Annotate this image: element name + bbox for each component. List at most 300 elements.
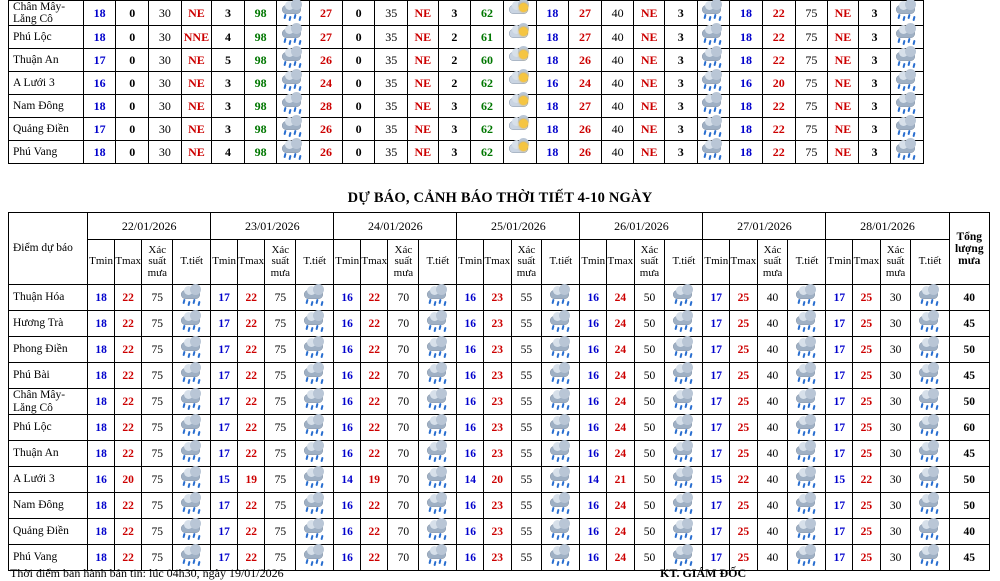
tmin-cell: 16 xyxy=(580,415,607,441)
value-cell: 18 xyxy=(536,26,569,49)
weather-icon-rain xyxy=(179,497,205,515)
tmax-cell: 22 xyxy=(237,337,264,363)
tmin-cell: 18 xyxy=(88,441,115,467)
location-cell: Nam Đông xyxy=(9,95,84,118)
weather-icon-cell xyxy=(665,311,703,337)
tmin-cell: 18 xyxy=(88,545,115,571)
weather-icon-rain xyxy=(671,341,697,359)
weather-icon-rain xyxy=(794,393,820,411)
tmin-cell: 17 xyxy=(211,519,238,545)
weather-icon-rain xyxy=(794,471,820,489)
tmax-cell: 22 xyxy=(114,363,141,389)
weather-icon-cell xyxy=(788,311,826,337)
weather-icon-cell xyxy=(911,363,949,389)
rain-probability-cell: 55 xyxy=(511,311,542,337)
weather-icon-rain xyxy=(280,51,306,69)
weather-icon-cell xyxy=(277,1,310,26)
location-cell: Hương Trà xyxy=(9,311,88,337)
value-cell: 24 xyxy=(310,72,343,95)
tmax-cell: 25 xyxy=(853,441,880,467)
weather-icon-rain xyxy=(671,497,697,515)
value-cell: 3 xyxy=(858,95,891,118)
issue-time-note: Thời điểm ban hành bản tin: lúc 04h30, ngày 19/01/2026 xyxy=(10,566,284,580)
tmax-cell: 24 xyxy=(607,441,634,467)
value-cell: 18 xyxy=(536,1,569,26)
rain-probability-cell: 75 xyxy=(265,389,296,415)
tmin-cell: 18 xyxy=(88,363,115,389)
tmin-cell: 16 xyxy=(334,415,361,441)
weather-icon-cell xyxy=(277,118,310,141)
value-cell: 75 xyxy=(795,95,828,118)
rain-probability-cell: 40 xyxy=(757,363,788,389)
rain-probability-cell: 30 xyxy=(880,467,911,493)
rain-probability-cell: 30 xyxy=(880,337,911,363)
weather-icon-cell xyxy=(277,141,310,164)
weather-icon-rain xyxy=(671,445,697,463)
weather-icon-cell xyxy=(665,415,703,441)
weather-icon-rain xyxy=(917,393,943,411)
signature-header: KT. GIÁM ĐỐC xyxy=(660,566,747,580)
tmax-cell: 22 xyxy=(361,337,388,363)
value-cell: 40 xyxy=(601,72,634,95)
tmax-cell: 25 xyxy=(853,415,880,441)
tmin-cell: 17 xyxy=(703,363,730,389)
table-row xyxy=(9,441,990,467)
weather-icon-cell xyxy=(277,26,310,49)
value-cell: 0 xyxy=(342,95,375,118)
weather-icon-sunny-cloud xyxy=(507,97,533,115)
value-cell: 27 xyxy=(310,1,343,26)
wind-direction-cell: NE xyxy=(828,26,859,49)
header-weather-6: T.tiết xyxy=(911,240,949,285)
weather-icon-rain xyxy=(425,471,451,489)
tmin-cell: 17 xyxy=(826,441,853,467)
value-cell: 0 xyxy=(342,72,375,95)
table-row xyxy=(9,363,990,389)
value-cell: 30 xyxy=(149,141,182,164)
tmin-cell: 15 xyxy=(703,467,730,493)
header-date-4: 26/01/2026 xyxy=(580,213,703,240)
weather-icon-rain xyxy=(548,523,574,541)
weather-icon-cell xyxy=(788,415,826,441)
tmax-cell: 25 xyxy=(730,389,757,415)
weather-icon-cell xyxy=(173,493,211,519)
tmin-cell: 17 xyxy=(211,389,238,415)
rain-probability-cell: 75 xyxy=(142,545,173,571)
value-cell: 18 xyxy=(83,26,116,49)
wind-direction-cell: NE xyxy=(828,141,859,164)
rain-probability-cell: 55 xyxy=(511,285,542,311)
weather-icon-cell xyxy=(296,311,334,337)
rain-probability-cell: 50 xyxy=(634,285,665,311)
value-cell: 30 xyxy=(149,49,182,72)
rain-probability-cell: 75 xyxy=(265,467,296,493)
weather-icon-cell xyxy=(503,26,536,49)
value-cell: 3 xyxy=(664,95,697,118)
table-row xyxy=(9,141,924,164)
location-cell: Nam Đông xyxy=(9,493,88,519)
rain-probability-cell: 75 xyxy=(265,311,296,337)
weather-icon-rain xyxy=(894,4,920,22)
rain-probability-cell: 50 xyxy=(634,519,665,545)
wind-direction-cell: NE xyxy=(408,72,439,95)
weather-icon-rain xyxy=(302,549,328,567)
value-cell: 18 xyxy=(730,118,763,141)
weather-icon-rain xyxy=(794,341,820,359)
tmax-cell: 24 xyxy=(607,415,634,441)
header-weather-3: T.tiết xyxy=(542,240,580,285)
rain-probability-cell: 30 xyxy=(880,441,911,467)
tmin-cell: 18 xyxy=(88,493,115,519)
rain-probability-cell: 55 xyxy=(511,441,542,467)
rain-probability-cell: 50 xyxy=(634,389,665,415)
weather-icon-cell xyxy=(788,389,826,415)
weather-icon-rain xyxy=(302,289,328,307)
weather-icon-rain xyxy=(548,419,574,437)
weather-icon-cell xyxy=(173,311,211,337)
tmin-cell: 16 xyxy=(580,545,607,571)
weather-icon-rain xyxy=(548,393,574,411)
header-tmax-5: Tmax xyxy=(730,240,757,285)
weather-icon-rain xyxy=(548,289,574,307)
weather-icon-rain xyxy=(671,315,697,333)
rain-probability-cell: 50 xyxy=(634,363,665,389)
value-cell: 17 xyxy=(83,49,116,72)
weather-icon-rain xyxy=(179,341,205,359)
value-cell: 35 xyxy=(375,49,408,72)
tmin-cell: 17 xyxy=(826,337,853,363)
header-prob-1: Xác suất mưa xyxy=(265,240,296,285)
rain-probability-cell: 70 xyxy=(388,363,419,389)
rain-probability-cell: 40 xyxy=(757,285,788,311)
weather-icon-rain xyxy=(917,523,943,541)
tmin-cell: 16 xyxy=(334,441,361,467)
weather-icon-cell xyxy=(277,72,310,95)
weather-icon-rain xyxy=(917,445,943,463)
weather-icon-rain xyxy=(794,445,820,463)
value-cell: 2 xyxy=(438,72,471,95)
header-tmin-4: Tmin xyxy=(580,240,607,285)
value-cell: 0 xyxy=(342,118,375,141)
rain-probability-cell: 55 xyxy=(511,467,542,493)
rain-probability-cell: 55 xyxy=(511,545,542,571)
tmin-cell: 17 xyxy=(826,519,853,545)
tmin-cell: 17 xyxy=(211,441,238,467)
weather-icon-rain xyxy=(302,367,328,385)
weather-icon-cell xyxy=(665,285,703,311)
weather-icon-cell xyxy=(665,441,703,467)
tmin-cell: 17 xyxy=(703,389,730,415)
weather-icon-cell xyxy=(911,337,949,363)
weather-icon-sunny-cloud xyxy=(507,74,533,92)
table-row xyxy=(9,389,990,415)
rain-probability-cell: 30 xyxy=(880,545,911,571)
rain-probability-cell: 75 xyxy=(142,415,173,441)
tmax-cell: 25 xyxy=(853,519,880,545)
tmin-cell: 17 xyxy=(211,415,238,441)
value-cell: 0 xyxy=(342,1,375,26)
weather-icon-cell xyxy=(419,311,457,337)
tmax-cell: 23 xyxy=(484,389,511,415)
value-cell: 3 xyxy=(212,1,245,26)
tmax-cell: 25 xyxy=(730,545,757,571)
value-cell: 98 xyxy=(244,72,277,95)
tmin-cell: 16 xyxy=(580,311,607,337)
tmax-cell: 22 xyxy=(114,311,141,337)
weather-icon-cell xyxy=(419,337,457,363)
header-tmin-2: Tmin xyxy=(334,240,361,285)
tmax-cell: 22 xyxy=(237,311,264,337)
wind-direction-cell: NE xyxy=(634,118,665,141)
total-rain-cell: 45 xyxy=(949,311,989,337)
tmin-cell: 18 xyxy=(88,285,115,311)
rain-probability-cell: 30 xyxy=(880,363,911,389)
value-cell: 98 xyxy=(244,49,277,72)
table-row xyxy=(9,337,990,363)
weather-icon-rain xyxy=(425,497,451,515)
value-cell: 3 xyxy=(438,118,471,141)
total-rain-cell: 50 xyxy=(949,493,989,519)
tmax-cell: 22 xyxy=(237,285,264,311)
wind-direction-cell: NE xyxy=(828,49,859,72)
tmin-cell: 17 xyxy=(826,545,853,571)
header-row-subs xyxy=(9,240,990,285)
tmax-cell: 22 xyxy=(361,311,388,337)
value-cell: 75 xyxy=(795,141,828,164)
weather-icon-rain xyxy=(302,445,328,463)
tmax-cell: 25 xyxy=(730,363,757,389)
tmax-cell: 25 xyxy=(730,493,757,519)
tmin-cell: 16 xyxy=(457,519,484,545)
tmin-cell: 17 xyxy=(703,441,730,467)
weather-icon-cell xyxy=(665,493,703,519)
value-cell: 18 xyxy=(730,1,763,26)
tmin-cell: 15 xyxy=(211,467,238,493)
tmax-cell: 23 xyxy=(484,519,511,545)
weather-icon-rain xyxy=(894,143,920,161)
wind-direction-cell: NE xyxy=(634,49,665,72)
tmax-cell: 22 xyxy=(237,363,264,389)
tmin-cell: 16 xyxy=(334,389,361,415)
tmax-cell: 22 xyxy=(114,415,141,441)
wind-direction-cell: NE xyxy=(828,95,859,118)
value-cell: 24 xyxy=(569,72,602,95)
location-cell: Phú Bài xyxy=(9,363,88,389)
wind-direction-cell: NE xyxy=(181,49,212,72)
header-date-3: 25/01/2026 xyxy=(457,213,580,240)
value-cell: 22 xyxy=(762,141,795,164)
location-cell: Quảng Điền xyxy=(9,118,84,141)
weather-icon-rain xyxy=(894,28,920,46)
location-cell: Thuận An xyxy=(9,441,88,467)
value-cell: 26 xyxy=(569,141,602,164)
weather-icon-cell xyxy=(419,467,457,493)
rain-probability-cell: 75 xyxy=(265,519,296,545)
value-cell: 3 xyxy=(212,95,245,118)
wind-direction-cell: NE xyxy=(634,72,665,95)
value-cell: 22 xyxy=(762,95,795,118)
tmin-cell: 16 xyxy=(457,441,484,467)
tmin-cell: 16 xyxy=(580,363,607,389)
header-tmax-2: Tmax xyxy=(361,240,388,285)
tmin-cell: 16 xyxy=(334,545,361,571)
weather-icon-cell xyxy=(665,363,703,389)
value-cell: 3 xyxy=(664,26,697,49)
tmin-cell: 17 xyxy=(211,363,238,389)
value-cell: 0 xyxy=(342,141,375,164)
tmax-cell: 25 xyxy=(853,311,880,337)
weather-icon-cell xyxy=(788,285,826,311)
tmin-cell: 16 xyxy=(580,493,607,519)
tmin-cell: 18 xyxy=(88,311,115,337)
tmax-cell: 20 xyxy=(484,467,511,493)
tmin-cell: 15 xyxy=(826,467,853,493)
weather-icon-rain xyxy=(700,74,726,92)
weather-icon-sunny-cloud xyxy=(507,28,533,46)
rain-probability-cell: 50 xyxy=(634,467,665,493)
value-cell: 3 xyxy=(858,118,891,141)
tmax-cell: 23 xyxy=(484,337,511,363)
weather-icon-sunny-cloud xyxy=(507,120,533,138)
rain-probability-cell: 50 xyxy=(634,415,665,441)
value-cell: 16 xyxy=(730,72,763,95)
weather-icon-rain xyxy=(917,471,943,489)
rain-probability-cell: 75 xyxy=(142,493,173,519)
header-weather-0: T.tiết xyxy=(173,240,211,285)
wind-direction-cell: NE xyxy=(408,26,439,49)
wind-direction-cell: NNE xyxy=(181,26,212,49)
weather-icon-cell xyxy=(911,545,949,571)
weather-icon-cell xyxy=(911,389,949,415)
value-cell: 62 xyxy=(471,118,504,141)
weather-icon-rain xyxy=(425,315,451,333)
value-cell: 26 xyxy=(310,118,343,141)
weather-icon-rain xyxy=(700,120,726,138)
weather-icon-cell xyxy=(665,467,703,493)
weather-icon-rain xyxy=(700,28,726,46)
weather-icon-cell xyxy=(503,49,536,72)
table-row xyxy=(9,519,990,545)
table-row xyxy=(9,95,924,118)
tmax-cell: 25 xyxy=(730,519,757,545)
tmax-cell: 23 xyxy=(484,441,511,467)
weather-icon-rain xyxy=(700,97,726,115)
value-cell: 3 xyxy=(664,141,697,164)
rain-probability-cell: 30 xyxy=(880,493,911,519)
value-cell: 26 xyxy=(310,141,343,164)
rain-probability-cell: 50 xyxy=(634,493,665,519)
value-cell: 40 xyxy=(601,26,634,49)
weather-icon-rain xyxy=(179,471,205,489)
value-cell: 27 xyxy=(569,1,602,26)
wind-direction-cell: NE xyxy=(408,1,439,26)
rain-probability-cell: 75 xyxy=(142,389,173,415)
rain-probability-cell: 55 xyxy=(511,519,542,545)
value-cell: 18 xyxy=(536,141,569,164)
tmax-cell: 25 xyxy=(853,493,880,519)
rain-probability-cell: 75 xyxy=(265,493,296,519)
total-rain-cell: 45 xyxy=(949,363,989,389)
value-cell: 20 xyxy=(762,72,795,95)
tmin-cell: 17 xyxy=(826,389,853,415)
tmax-cell: 25 xyxy=(730,311,757,337)
value-cell: 22 xyxy=(762,118,795,141)
weather-icon-rain xyxy=(700,4,726,22)
rain-probability-cell: 70 xyxy=(388,519,419,545)
total-rain-cell: 60 xyxy=(949,415,989,441)
weather-icon-rain xyxy=(280,74,306,92)
location-cell: Quảng Điền xyxy=(9,519,88,545)
tmin-cell: 16 xyxy=(580,519,607,545)
value-cell: 30 xyxy=(149,26,182,49)
weather-icon-cell xyxy=(503,118,536,141)
tmax-cell: 22 xyxy=(114,389,141,415)
weather-icon-cell xyxy=(542,441,580,467)
rain-probability-cell: 70 xyxy=(388,467,419,493)
rain-probability-cell: 30 xyxy=(880,285,911,311)
value-cell: 3 xyxy=(858,26,891,49)
weather-icon-cell xyxy=(503,95,536,118)
tmin-cell: 18 xyxy=(88,415,115,441)
weather-icon-cell xyxy=(697,26,730,49)
rain-probability-cell: 55 xyxy=(511,493,542,519)
value-cell: 40 xyxy=(601,95,634,118)
value-cell: 62 xyxy=(471,1,504,26)
value-cell: 98 xyxy=(244,1,277,26)
tmax-cell: 19 xyxy=(237,467,264,493)
weather-icon-cell xyxy=(419,441,457,467)
rain-probability-cell: 75 xyxy=(265,337,296,363)
weather-icon-rain xyxy=(671,289,697,307)
tmax-cell: 21 xyxy=(607,467,634,493)
weather-icon-cell xyxy=(911,493,949,519)
header-prob-6: Xác suất mưa xyxy=(880,240,911,285)
tmax-cell: 23 xyxy=(484,493,511,519)
header-prob-0: Xác suất mưa xyxy=(142,240,173,285)
tmax-cell: 24 xyxy=(607,363,634,389)
rain-probability-cell: 70 xyxy=(388,415,419,441)
location-cell: Thuận Hóa xyxy=(9,285,88,311)
tmax-cell: 22 xyxy=(237,441,264,467)
rain-probability-cell: 75 xyxy=(142,441,173,467)
rain-probability-cell: 40 xyxy=(757,467,788,493)
weather-icon-rain xyxy=(425,549,451,567)
tmin-cell: 16 xyxy=(88,467,115,493)
tmax-cell: 24 xyxy=(607,311,634,337)
tmin-cell: 16 xyxy=(580,285,607,311)
location-cell: Phú Vang xyxy=(9,141,84,164)
location-cell: Phong Điền xyxy=(9,337,88,363)
value-cell: 35 xyxy=(375,26,408,49)
weather-icon-rain xyxy=(917,315,943,333)
tmax-cell: 23 xyxy=(484,415,511,441)
total-rain-cell: 50 xyxy=(949,337,989,363)
weather-icon-rain xyxy=(548,549,574,567)
value-cell: 40 xyxy=(601,118,634,141)
weather-icon-rain xyxy=(548,497,574,515)
weather-icon-rain xyxy=(700,143,726,161)
tmax-cell: 22 xyxy=(237,389,264,415)
table-row xyxy=(9,49,924,72)
value-cell: 27 xyxy=(569,95,602,118)
tmin-cell: 16 xyxy=(457,285,484,311)
weather-icon-rain xyxy=(179,523,205,541)
rain-probability-cell: 55 xyxy=(511,415,542,441)
weather-icon-cell xyxy=(173,415,211,441)
tmin-cell: 17 xyxy=(703,337,730,363)
value-cell: 4 xyxy=(212,26,245,49)
tmin-cell: 17 xyxy=(826,415,853,441)
